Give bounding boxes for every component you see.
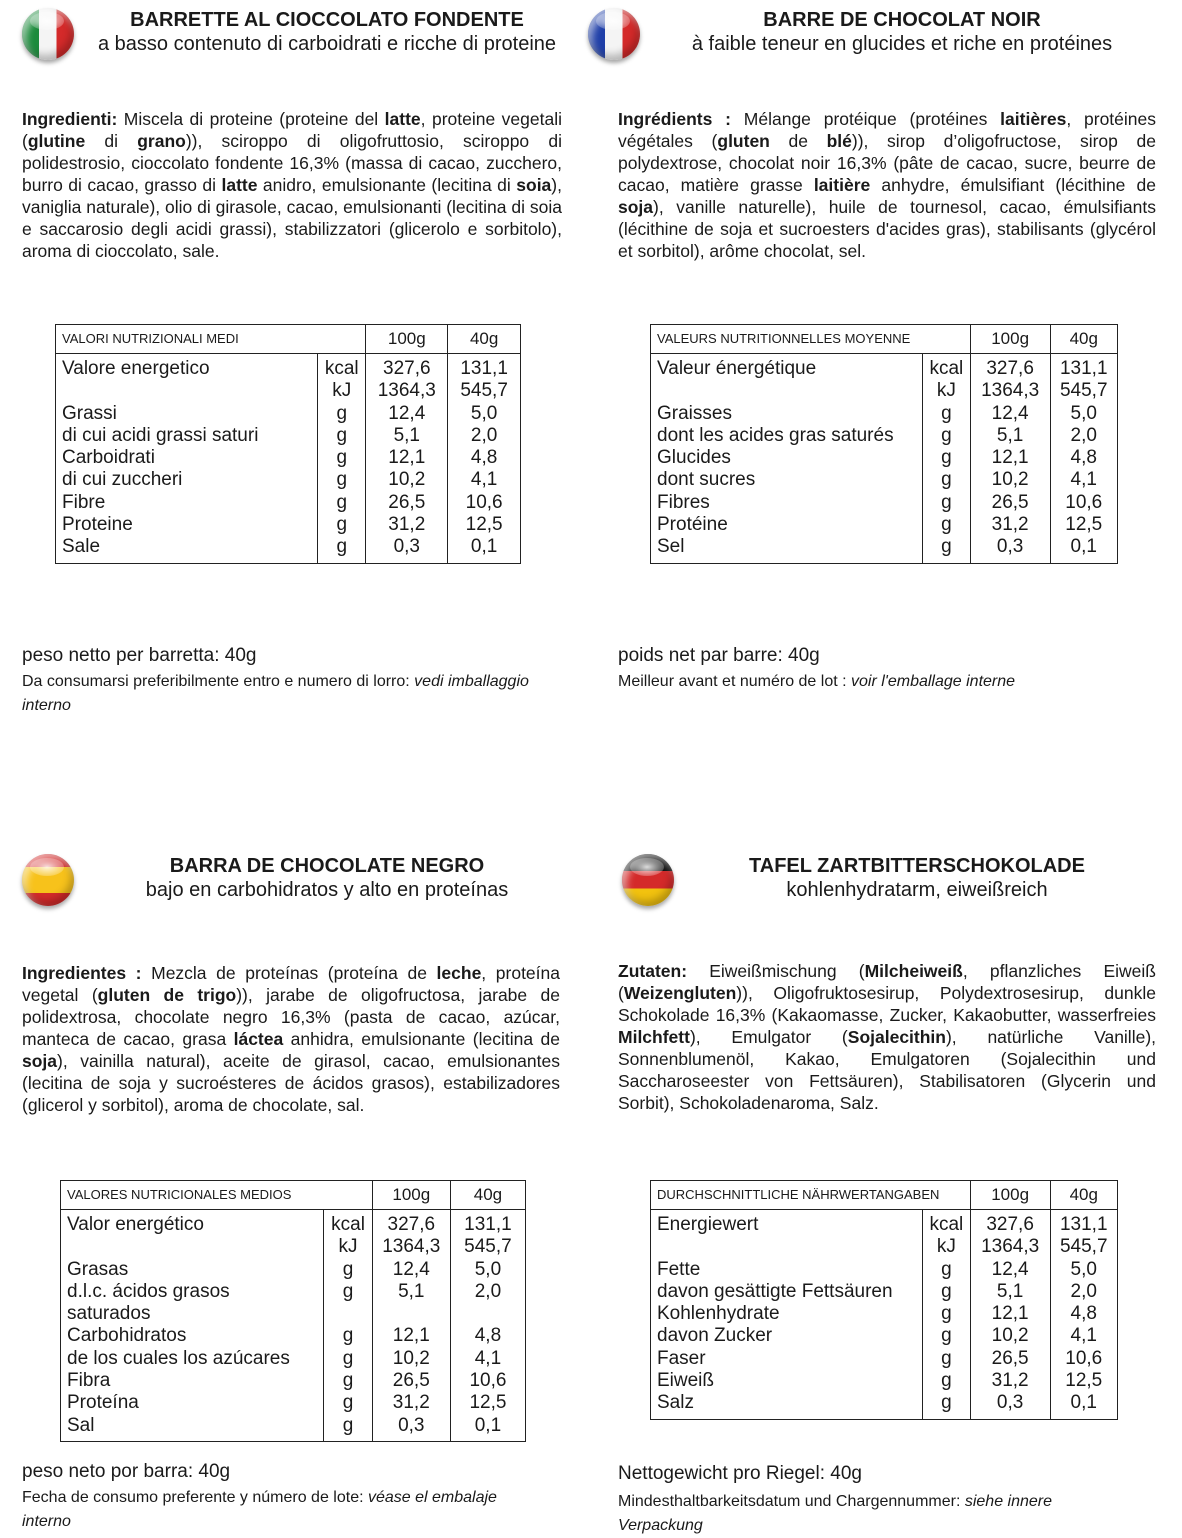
nutrient-label: Glucides bbox=[651, 447, 923, 469]
net-weight: poids net par barre: 40g bbox=[618, 645, 820, 666]
allergen-text: Milchfett bbox=[618, 1027, 690, 1047]
table-row bbox=[651, 1370, 1118, 1392]
column-header-100g: 100g bbox=[372, 1181, 450, 1210]
nutrient-unit: kcal bbox=[318, 354, 366, 381]
value-100g: 12,1 bbox=[970, 1303, 1050, 1325]
product-title: TAFEL ZARTBITTERSCHOKOLADE bbox=[749, 855, 1085, 877]
nutrient-unit: g bbox=[922, 1259, 970, 1281]
nutrition-table bbox=[55, 324, 521, 564]
best-before bbox=[618, 670, 1148, 694]
value-100g: 327,6 bbox=[366, 354, 448, 381]
best-before-label: Fecha de consumo preferente y número de lote: bbox=[22, 1489, 368, 1506]
ingredients-run: Mezcla de proteínas (proteína de bbox=[141, 963, 437, 983]
net-weight: Nettogewicht pro Riegel: 40g bbox=[618, 1463, 862, 1484]
table-row bbox=[651, 447, 1118, 469]
table-row bbox=[651, 1325, 1118, 1347]
table-row bbox=[56, 380, 521, 402]
best-before-value: siehe innere Verpackung bbox=[618, 1493, 1053, 1534]
column-header-40g: 40g bbox=[1050, 325, 1118, 354]
nutrient-label: Sel bbox=[651, 536, 923, 563]
value-40g: 4,1 bbox=[1050, 469, 1118, 491]
nutrient-unit: g bbox=[318, 403, 366, 425]
best-before bbox=[618, 1490, 1138, 1538]
header bbox=[82, 8, 572, 56]
nutrient-label: Fibres bbox=[651, 492, 923, 514]
value-100g: 12,4 bbox=[372, 1259, 450, 1281]
nutrient-label: davon Zucker bbox=[651, 1325, 923, 1347]
value-40g: 131,1 bbox=[450, 1210, 525, 1237]
nutrient-label: Proteína bbox=[61, 1392, 324, 1414]
ingredients-run: Miscela di proteine (proteine del bbox=[117, 109, 385, 129]
germany-flag-icon bbox=[622, 854, 674, 906]
value-100g: 327,6 bbox=[970, 354, 1050, 381]
product-title: BARRE DE CHOCOLAT NOIR bbox=[763, 9, 1041, 31]
allergen-text: glutine bbox=[27, 131, 86, 151]
value-40g: 545,7 bbox=[1050, 380, 1118, 402]
nutrient-label: di cui zuccheri bbox=[56, 469, 318, 491]
nutrient-label: Sale bbox=[56, 536, 318, 563]
nutrient-label bbox=[56, 380, 318, 402]
value-100g: 1364,3 bbox=[970, 380, 1050, 402]
value-100g: 327,6 bbox=[372, 1210, 450, 1237]
ingredients-run: ), vanille naturelle), huile de tournesol, cacao, émulsifiants (lécithine de soja et sucroesters d'acides gras), stabilisants (glycérol et sorbitol), arôme chocolat, sel. bbox=[618, 197, 1156, 261]
nutrient-label: Valeur énergétique bbox=[651, 354, 923, 381]
table-row bbox=[61, 1236, 526, 1258]
italy-flag-icon bbox=[22, 8, 74, 60]
column-header-100g: 100g bbox=[970, 325, 1050, 354]
table-row bbox=[56, 492, 521, 514]
ingredients-text bbox=[22, 962, 560, 1116]
value-100g: 1364,3 bbox=[372, 1236, 450, 1258]
value-40g: 0,1 bbox=[1050, 536, 1118, 563]
product-subtitle: à faible teneur en glucides et riche en protéines bbox=[691, 33, 1113, 55]
table-row bbox=[61, 1370, 526, 1392]
table-row bbox=[651, 469, 1118, 491]
nutrient-label: Salz bbox=[651, 1392, 923, 1419]
net-weight: peso neto por barra: 40g bbox=[22, 1461, 231, 1482]
value-40g: 10,6 bbox=[448, 492, 521, 514]
ingredients-run: ), vainilla natural), aceite de girasol, cacao, emulsionantes (lecitina de soja y sucroésteres de ácidos grasos), estabilizadores (glicerol y sorbitol), aroma de chocolate, sal. bbox=[22, 1051, 560, 1115]
column-header-100g: 100g bbox=[970, 1181, 1050, 1210]
value-100g: 0,3 bbox=[366, 536, 448, 563]
nutrient-label: Grasas bbox=[61, 1259, 324, 1281]
nutrient-unit: g bbox=[324, 1259, 372, 1281]
value-100g: 0,3 bbox=[970, 536, 1050, 563]
nutrient-unit: kJ bbox=[318, 380, 366, 402]
best-before-value: vedi imballaggio interno bbox=[22, 673, 529, 714]
table-row bbox=[61, 1325, 526, 1347]
table-row bbox=[61, 1348, 526, 1370]
value-100g: 12,1 bbox=[366, 447, 448, 469]
value-40g: 4,8 bbox=[450, 1325, 525, 1347]
table-row bbox=[651, 492, 1118, 514]
table-header-row bbox=[651, 325, 1118, 354]
table-row bbox=[651, 514, 1118, 536]
nutrient-unit: g bbox=[318, 536, 366, 563]
nutrient-unit: g bbox=[324, 1348, 372, 1370]
value-100g: 10,2 bbox=[970, 1325, 1050, 1347]
allergen-text: laitière bbox=[813, 175, 871, 195]
ingredients-run: ), Emulgator ( bbox=[689, 1027, 848, 1047]
table-row bbox=[56, 425, 521, 447]
value-100g: 5,1 bbox=[970, 425, 1050, 447]
nutrient-label bbox=[651, 1236, 923, 1258]
table-row bbox=[651, 1392, 1118, 1419]
value-40g: 131,1 bbox=[1050, 1210, 1118, 1237]
nutrient-label: Energiewert bbox=[651, 1210, 923, 1237]
ingredients-run: , pflanzliches Eiweiß ( bbox=[618, 961, 1156, 1003]
table-row bbox=[61, 1281, 526, 1326]
nutrient-unit: g bbox=[922, 469, 970, 491]
nutrient-unit: g bbox=[324, 1392, 372, 1414]
header bbox=[82, 854, 572, 902]
nutrient-unit: g bbox=[922, 492, 970, 514]
value-100g: 1364,3 bbox=[970, 1236, 1050, 1258]
value-40g: 12,5 bbox=[450, 1392, 525, 1414]
value-40g: 4,1 bbox=[1050, 1325, 1118, 1347]
ingredients-run: ), natürliche Vanille), Sonnenblumenöl, Kakao, Emulgatoren (Sojalecithin und Saccharoseester von Fettsäuren), Stabilisatoren (Glycerin und Sorbit), Schokoladenaroma, Salz. bbox=[618, 1027, 1157, 1113]
value-40g: 5,0 bbox=[450, 1259, 525, 1281]
nutrition-table bbox=[650, 1180, 1118, 1420]
header bbox=[678, 854, 1156, 902]
allergen-text: Milcheiweiß bbox=[864, 961, 963, 981]
ingredients-run: )), jarabe de oligofructosa, jarabe de polidextrosa, chocolate negro 16,3% (pasta de cacao, azúcar, manteca de cacao, grasa bbox=[22, 985, 560, 1049]
allergen-text: soja bbox=[22, 1051, 58, 1071]
value-40g: 545,7 bbox=[1050, 1236, 1118, 1258]
table-header-row bbox=[651, 1181, 1118, 1210]
column-header-100g: 100g bbox=[366, 325, 448, 354]
allergen-text: láctea bbox=[233, 1029, 284, 1049]
nutrient-unit: g bbox=[922, 1392, 970, 1419]
value-40g: 12,5 bbox=[1050, 514, 1118, 536]
table-header-label: VALORI NUTRIZIONALI MEDI bbox=[56, 325, 366, 354]
value-40g: 2,0 bbox=[1050, 425, 1118, 447]
nutrient-label: dont sucres bbox=[651, 469, 923, 491]
value-40g: 131,1 bbox=[448, 354, 521, 381]
table-header-label: VALEURS NUTRITIONNELLES MOYENNE bbox=[651, 325, 971, 354]
ingredients-run: anhidra, emulsionante (lecitina de bbox=[283, 1029, 560, 1049]
table-row bbox=[651, 1348, 1118, 1370]
nutrient-label: Fibre bbox=[56, 492, 318, 514]
nutrient-unit: g bbox=[318, 447, 366, 469]
best-before bbox=[22, 1486, 522, 1534]
table-header-label: DURCHSCHNITTLICHE NÄHRWERTANGABEN bbox=[651, 1181, 971, 1210]
nutrient-unit: g bbox=[922, 447, 970, 469]
ingredients-label: Ingrédients : bbox=[618, 109, 731, 129]
france-flag-icon bbox=[588, 8, 640, 60]
nutrient-unit: g bbox=[318, 425, 366, 447]
ingredients-run: ), vaniglia naturale), olio di girasole, cacao, emulsionanti (lecitina di soia e saccarosio degli acidi grassi), stabilizzatori (glicerolo e sorbitolo), aroma di cioccolato, sale. bbox=[22, 175, 562, 261]
product-title: BARRA DE CHOCOLATE NEGRO bbox=[169, 855, 485, 877]
value-100g: 1364,3 bbox=[366, 380, 448, 402]
nutrient-label bbox=[61, 1236, 324, 1258]
value-40g: 5,0 bbox=[448, 403, 521, 425]
nutrient-unit: g bbox=[922, 1325, 970, 1347]
header bbox=[648, 8, 1156, 56]
nutrient-label: Sal bbox=[61, 1415, 324, 1442]
value-40g: 10,6 bbox=[450, 1370, 525, 1392]
value-40g: 10,6 bbox=[1050, 1348, 1118, 1370]
table-header-label: VALORES NUTRICIONALES MEDIOS bbox=[61, 1181, 373, 1210]
column-header-40g: 40g bbox=[1050, 1181, 1118, 1210]
ingredients-run: )), Oligofruktosesirup, Polydextrosesirup, dunkle Schokolade 16,3% (Kakaomasse, Zucker, Kakaobutter, wasserfreies bbox=[618, 983, 1156, 1025]
value-40g: 10,6 bbox=[1050, 492, 1118, 514]
nutrient-label: Valor energético bbox=[61, 1210, 324, 1237]
nutrient-unit: g bbox=[922, 1370, 970, 1392]
value-100g: 12,1 bbox=[372, 1325, 450, 1347]
table-row bbox=[56, 403, 521, 425]
table-row bbox=[651, 380, 1118, 402]
value-40g: 2,0 bbox=[1050, 1281, 1118, 1303]
allergen-text: leche bbox=[436, 963, 482, 983]
product-subtitle: kohlenhydratarm, eiweißreich bbox=[786, 879, 1048, 901]
table-row bbox=[56, 536, 521, 563]
net-weight: peso netto per barretta: 40g bbox=[22, 645, 257, 666]
value-40g: 4,8 bbox=[1050, 447, 1118, 469]
nutrient-unit: g bbox=[318, 469, 366, 491]
ingredients-text bbox=[618, 960, 1156, 1114]
table-header-row bbox=[61, 1181, 526, 1210]
best-before bbox=[22, 670, 542, 718]
nutrient-label bbox=[651, 380, 923, 402]
ingredients-text bbox=[618, 108, 1156, 262]
table-row bbox=[651, 1236, 1118, 1258]
value-100g: 26,5 bbox=[970, 1348, 1050, 1370]
nutrient-label: Graisses bbox=[651, 403, 923, 425]
value-40g: 4,8 bbox=[448, 447, 521, 469]
nutrient-label: d.l.c. ácidos grasos saturados bbox=[61, 1281, 324, 1326]
table-row bbox=[651, 403, 1118, 425]
table-row bbox=[651, 354, 1118, 381]
ingredients-run: Eiweißmischung ( bbox=[687, 961, 865, 981]
allergen-text: grano bbox=[137, 131, 186, 151]
value-100g: 12,4 bbox=[970, 1259, 1050, 1281]
best-before-label: Meilleur avant et numéro de lot : bbox=[618, 673, 852, 690]
ingredients-run: anidro, emulsionante (lecitina di bbox=[257, 175, 517, 195]
nutrient-unit: kJ bbox=[922, 380, 970, 402]
nutrient-label: Eiweiß bbox=[651, 1370, 923, 1392]
value-100g: 327,6 bbox=[970, 1210, 1050, 1237]
value-40g: 12,5 bbox=[448, 514, 521, 536]
nutrient-label: Valore energetico bbox=[56, 354, 318, 381]
ingredients-run: , proteine vegetali ( bbox=[22, 109, 562, 151]
value-100g: 12,4 bbox=[366, 403, 448, 425]
allergen-text: latte bbox=[221, 175, 258, 195]
nutrient-label: Faser bbox=[651, 1348, 923, 1370]
value-100g: 5,1 bbox=[372, 1281, 450, 1326]
nutrient-unit: g bbox=[324, 1325, 372, 1347]
nutrient-label: Protéine bbox=[651, 514, 923, 536]
table-row bbox=[651, 1281, 1118, 1303]
allergen-text: gluten de trigo bbox=[97, 985, 237, 1005]
allergen-text: blé bbox=[826, 131, 852, 151]
nutrient-label: Grassi bbox=[56, 403, 318, 425]
value-100g: 10,2 bbox=[970, 469, 1050, 491]
value-40g: 0,1 bbox=[450, 1415, 525, 1442]
spain-flag-icon bbox=[22, 854, 74, 906]
product-subtitle: bajo en carbohidratos y alto en proteínas bbox=[145, 879, 509, 901]
nutrient-unit: g bbox=[324, 1370, 372, 1392]
nutrient-label: Kohlenhydrate bbox=[651, 1303, 923, 1325]
nutrient-unit: g bbox=[922, 514, 970, 536]
table-header-row bbox=[56, 325, 521, 354]
best-before-label: Mindesthaltbarkeitsdatum und Chargennummer: bbox=[618, 1493, 965, 1510]
table-row bbox=[56, 447, 521, 469]
value-100g: 26,5 bbox=[970, 492, 1050, 514]
ingredients-text bbox=[22, 108, 562, 262]
table-row bbox=[651, 1259, 1118, 1281]
ingredients-run: )), sirop d’oligofructose, sirop de polydextrose, chocolat noir 16,3% (pâte de cacao, sucre, beurre de cacao, matière grasse bbox=[618, 131, 1156, 195]
value-100g: 31,2 bbox=[970, 1370, 1050, 1392]
value-100g: 31,2 bbox=[366, 514, 448, 536]
table-row bbox=[56, 514, 521, 536]
value-40g: 12,5 bbox=[1050, 1370, 1118, 1392]
nutrient-label: dont les acides gras saturés bbox=[651, 425, 923, 447]
nutrient-unit: kJ bbox=[324, 1236, 372, 1258]
nutrient-label: di cui acidi grassi saturi bbox=[56, 425, 318, 447]
value-100g: 0,3 bbox=[970, 1392, 1050, 1419]
allergen-text: laitières bbox=[1000, 109, 1067, 129]
nutrient-unit: g bbox=[922, 403, 970, 425]
value-40g: 0,1 bbox=[1050, 1392, 1118, 1419]
ingredients-label: Ingredientes : bbox=[22, 963, 142, 983]
allergen-text: soja bbox=[618, 197, 654, 217]
nutrient-unit: g bbox=[922, 425, 970, 447]
column-header-40g: 40g bbox=[448, 325, 521, 354]
value-100g: 10,2 bbox=[372, 1348, 450, 1370]
nutrient-unit: kcal bbox=[922, 1210, 970, 1237]
nutrient-label: Fibra bbox=[61, 1370, 324, 1392]
nutrient-unit: g bbox=[324, 1415, 372, 1442]
allergen-text: latte bbox=[384, 109, 421, 129]
nutrient-unit: g bbox=[324, 1281, 372, 1326]
product-title: BARRETTE AL CIOCCOLATO FONDENTE bbox=[130, 9, 524, 31]
table-row bbox=[651, 536, 1118, 563]
best-before-label: Da consumarsi preferibilmente entro e numero di lorro: bbox=[22, 673, 415, 690]
nutrient-unit: kcal bbox=[324, 1210, 372, 1237]
value-100g: 10,2 bbox=[366, 469, 448, 491]
ingredients-run: di bbox=[85, 131, 138, 151]
nutrition-table bbox=[60, 1180, 526, 1442]
nutrient-unit: g bbox=[318, 514, 366, 536]
ingredients-run: , proteína vegetal ( bbox=[22, 963, 560, 1005]
ingredients-run: Mélange protéique (protéines bbox=[730, 109, 1001, 129]
value-40g: 0,1 bbox=[448, 536, 521, 563]
value-100g: 0,3 bbox=[372, 1415, 450, 1442]
value-40g: 5,0 bbox=[1050, 403, 1118, 425]
allergen-text: gluten bbox=[717, 131, 770, 151]
value-40g: 131,1 bbox=[1050, 354, 1118, 381]
table-row bbox=[61, 1210, 526, 1237]
nutrient-label: Fette bbox=[651, 1259, 923, 1281]
nutrient-unit: kJ bbox=[922, 1236, 970, 1258]
nutrient-unit: g bbox=[922, 1303, 970, 1325]
best-before-value: véase el embalaje interno bbox=[22, 1489, 497, 1530]
table-row bbox=[651, 1210, 1118, 1237]
ingredients-label: Ingredienti: bbox=[22, 109, 118, 129]
ingredients-run: )), sciroppo di oligofruttosio, sciroppo di polidestrosio, cioccolato fondente 16,3% (massa di cacao, zucchero, burro di cacao, grasso di bbox=[22, 131, 562, 195]
ingredients-run: de bbox=[769, 131, 827, 151]
value-40g: 5,0 bbox=[1050, 1259, 1118, 1281]
value-100g: 5,1 bbox=[366, 425, 448, 447]
table-row bbox=[61, 1259, 526, 1281]
value-100g: 12,4 bbox=[970, 403, 1050, 425]
value-100g: 5,1 bbox=[970, 1281, 1050, 1303]
nutrient-label: Carboidrati bbox=[56, 447, 318, 469]
table-row bbox=[56, 354, 521, 381]
value-100g: 12,1 bbox=[970, 447, 1050, 469]
value-40g: 4,1 bbox=[448, 469, 521, 491]
table-row bbox=[61, 1392, 526, 1414]
allergen-text: soia bbox=[516, 175, 552, 195]
allergen-text: Sojalecithin bbox=[847, 1027, 946, 1047]
best-before-value: voir l'emballage interne bbox=[851, 673, 1016, 690]
nutrient-unit: g bbox=[922, 536, 970, 563]
table-row bbox=[56, 469, 521, 491]
product-subtitle: a basso contenuto di carboidrati e ricche di proteine bbox=[97, 33, 557, 55]
ingredients-label: Zutaten: bbox=[618, 961, 688, 981]
nutrition-table bbox=[650, 324, 1118, 564]
value-100g: 26,5 bbox=[372, 1370, 450, 1392]
nutrient-label: Carbohidratos bbox=[61, 1325, 324, 1347]
table-row bbox=[651, 1303, 1118, 1325]
nutrient-label: de los cuales los azúcares bbox=[61, 1348, 324, 1370]
column-header-40g: 40g bbox=[450, 1181, 525, 1210]
nutrient-unit: g bbox=[922, 1348, 970, 1370]
value-40g: 4,8 bbox=[1050, 1303, 1118, 1325]
value-40g: 2,0 bbox=[448, 425, 521, 447]
nutrient-unit: kcal bbox=[922, 354, 970, 381]
nutrient-unit: g bbox=[922, 1281, 970, 1303]
nutrient-unit: g bbox=[318, 492, 366, 514]
value-40g: 2,0 bbox=[450, 1281, 525, 1326]
ingredients-run: anhydre, émulsifiant (lécithine de bbox=[870, 175, 1156, 195]
value-40g: 4,1 bbox=[450, 1348, 525, 1370]
value-40g: 545,7 bbox=[448, 380, 521, 402]
nutrient-label: Proteine bbox=[56, 514, 318, 536]
value-100g: 31,2 bbox=[372, 1392, 450, 1414]
allergen-text: Weizengluten bbox=[623, 983, 737, 1003]
value-100g: 26,5 bbox=[366, 492, 448, 514]
ingredients-run: , protéines végétales ( bbox=[618, 109, 1156, 151]
table-row bbox=[61, 1415, 526, 1442]
nutrient-label: davon gesättigte Fettsäuren bbox=[651, 1281, 923, 1303]
value-40g: 545,7 bbox=[450, 1236, 525, 1258]
table-row bbox=[651, 425, 1118, 447]
value-100g: 31,2 bbox=[970, 514, 1050, 536]
